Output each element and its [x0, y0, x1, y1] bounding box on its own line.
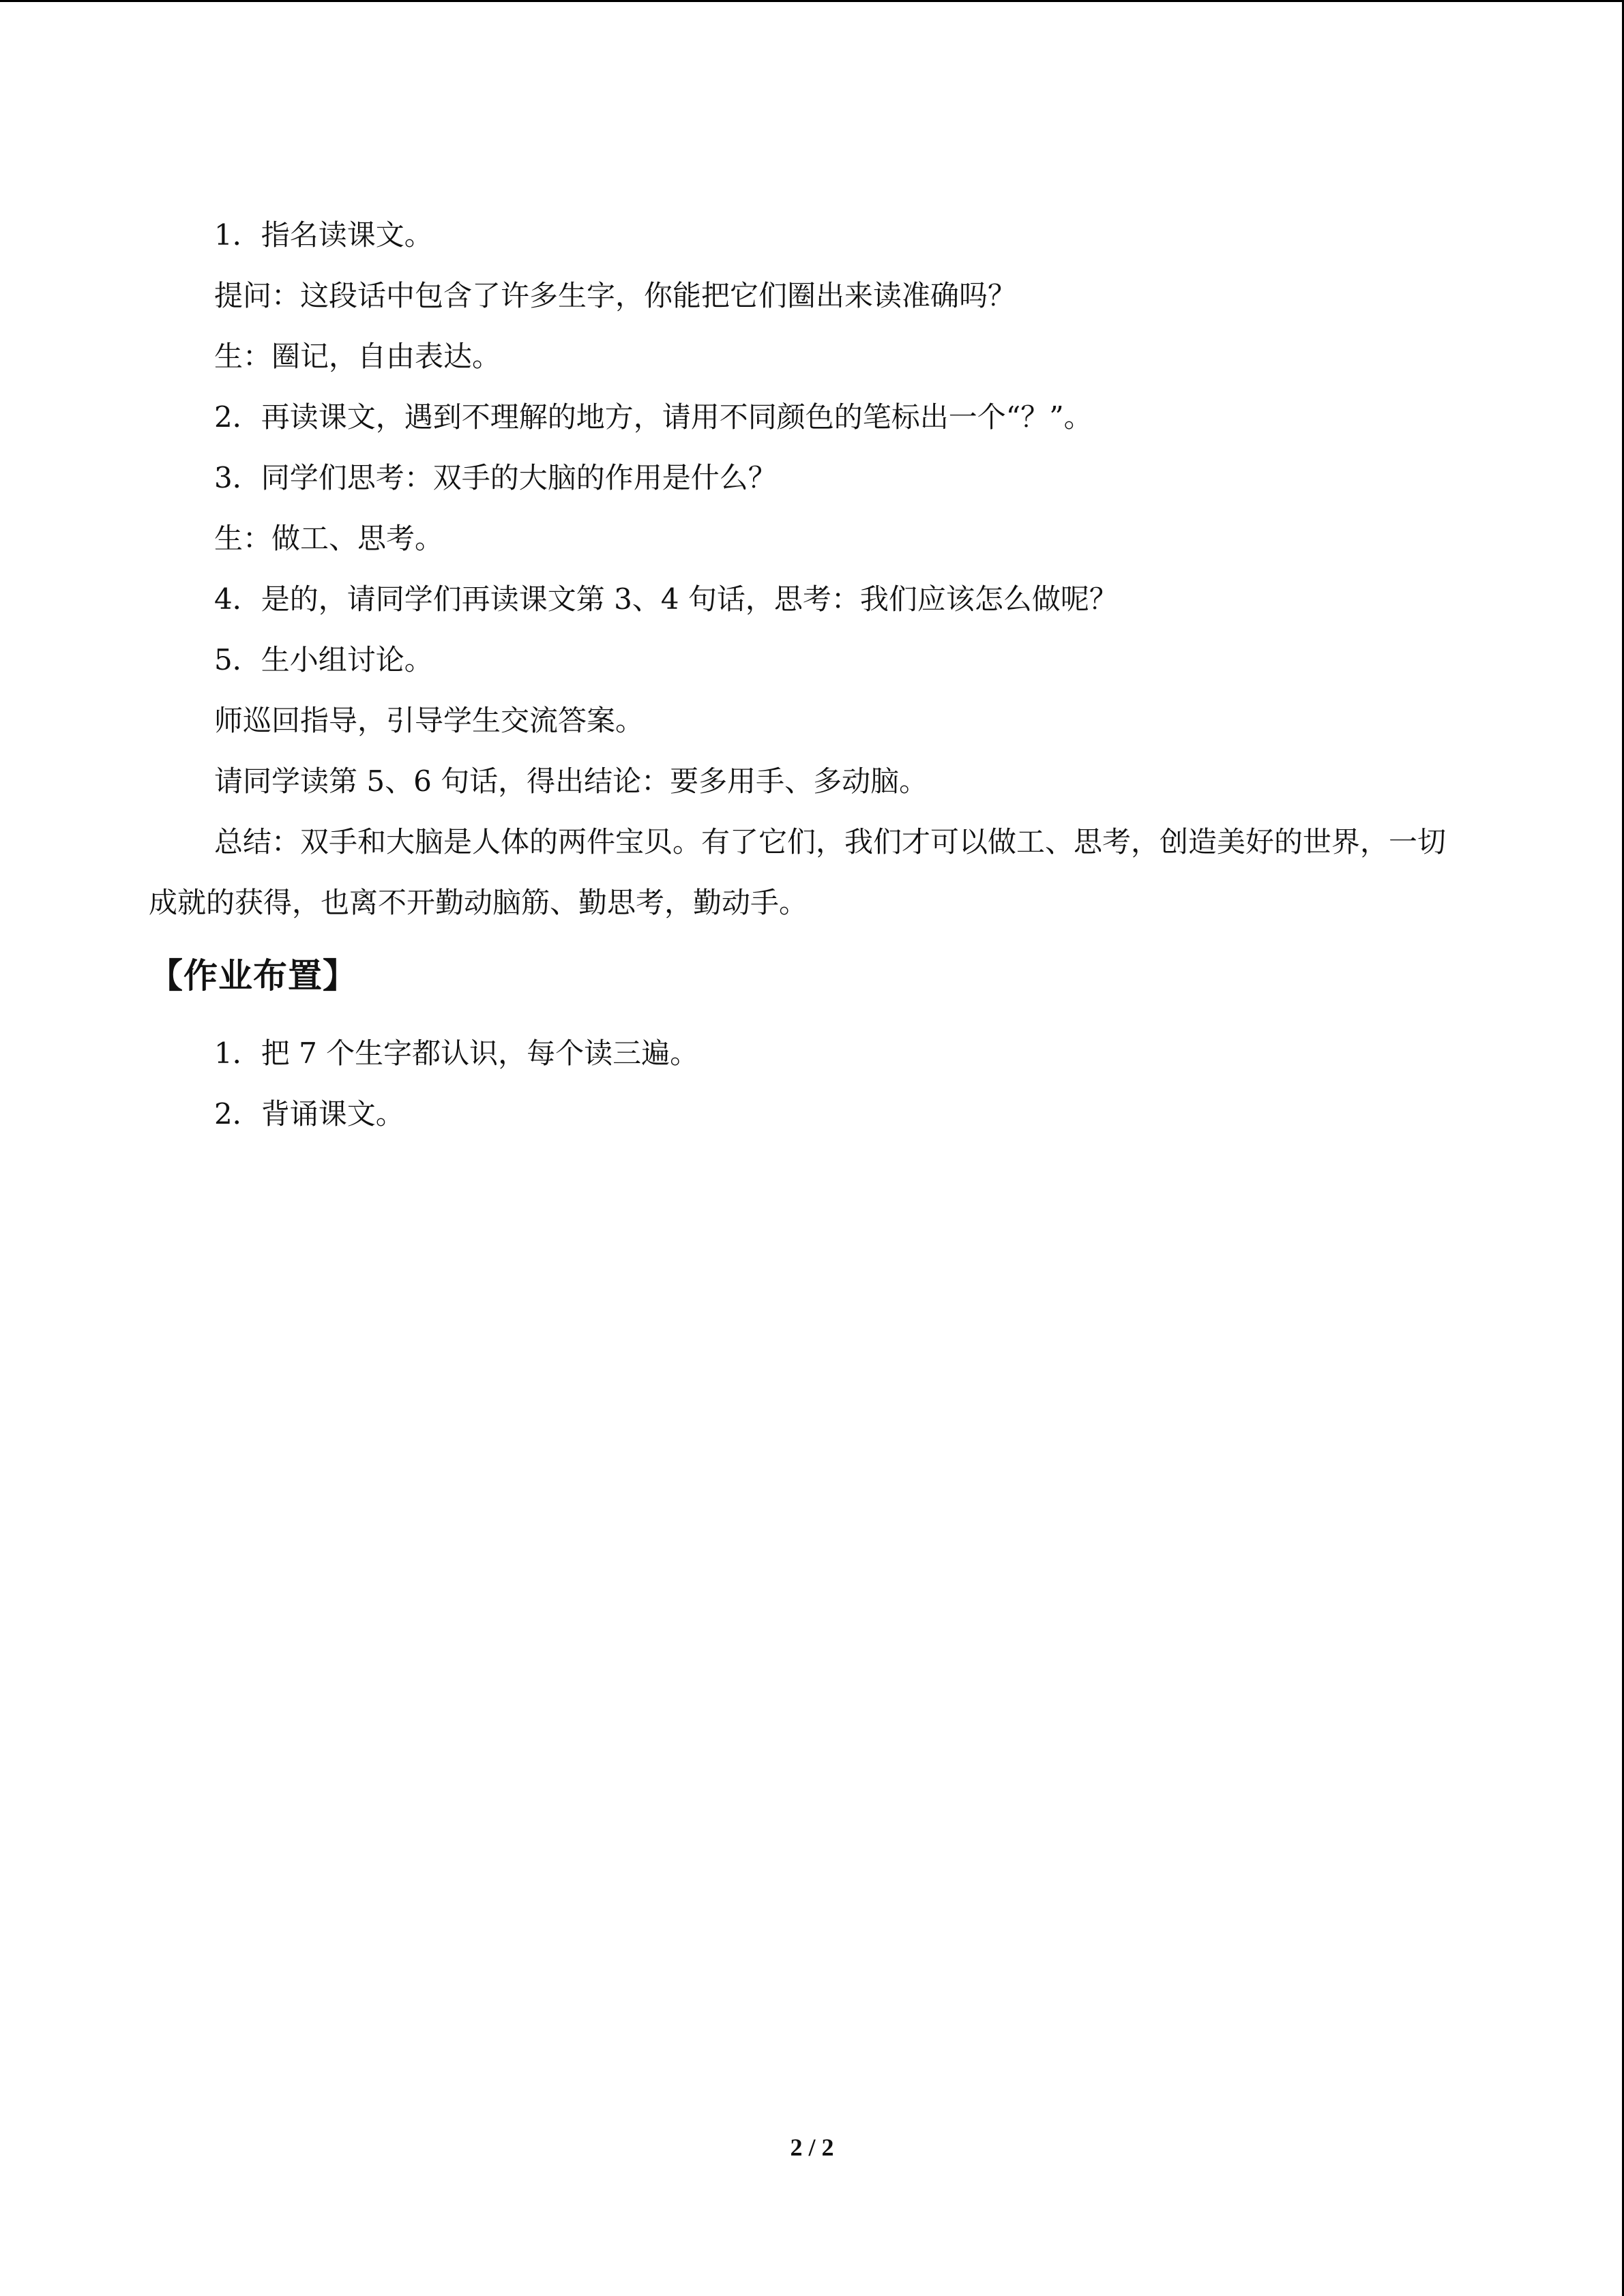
paragraph-4: 2．再读课文，遇到不理解的地方，请用不同颜色的笔标出一个“？”。 — [214, 400, 1093, 434]
paragraph-8: 5．生小组讨论。 — [214, 643, 433, 676]
document-body — [149, 205, 1465, 1144]
homework-item-2: 2．背诵课文。 — [214, 1097, 404, 1131]
summary-paragraph: 总结：双手和大脑是人体的两件宝贝。有了它们，我们才可以做工、思考，创造美好的世界，一切成就的获得，也离不开勤动脑筋、勤思考，勤动手。 — [149, 825, 1447, 919]
paragraph-10: 请同学读第 5、6 句话，得出结论：要多用手、多动脑。 — [214, 764, 928, 798]
homework-list — [149, 1023, 1465, 1144]
paragraph-6: 生：做工、思考。 — [214, 522, 444, 555]
homework-heading: 【作业布置】 — [149, 956, 357, 996]
paragraph-5: 3．同学们思考：双手的大脑的作用是什么？ — [214, 461, 777, 494]
paragraph-9: 师巡回指导，引导学生交流答案。 — [214, 704, 645, 737]
page-number: 2 / 2 — [790, 2134, 834, 2161]
page-top-border — [0, 0, 1624, 2]
homework-item-1: 1．把 7 个生字都认识，每个读三遍。 — [214, 1037, 699, 1070]
paragraph-1: 1．指名读课文。 — [214, 218, 433, 252]
paragraph-7: 4．是的，请同学们再读课文第 3、4 句话，思考：我们应该怎么做呢？ — [214, 582, 1118, 616]
paragraph-2: 提问：这段话中包含了许多生字，你能把它们圈出来读准确吗？ — [214, 279, 1017, 312]
paragraph-3: 生：圈记，自由表达。 — [214, 340, 501, 373]
